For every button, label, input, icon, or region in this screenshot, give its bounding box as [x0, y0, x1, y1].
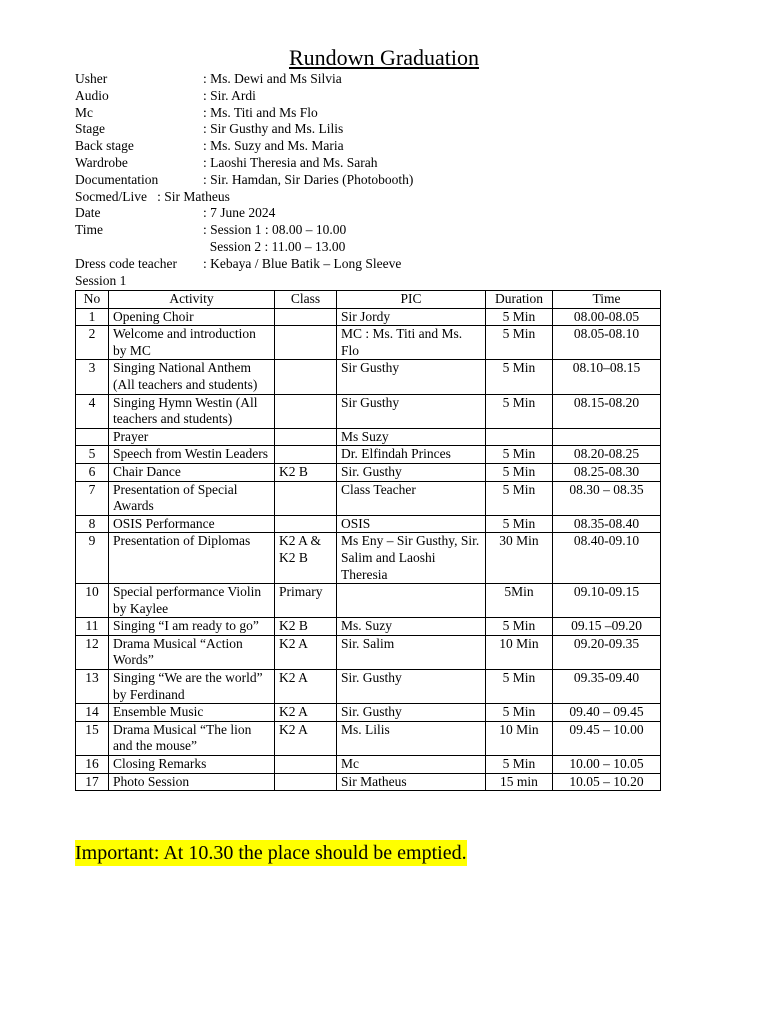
row-activity: Drama Musical “The lion and the mouse” — [109, 721, 275, 755]
row-pic: MC : Ms. Titi and Ms. Flo — [337, 326, 486, 360]
row-duration: 5 Min — [486, 394, 553, 428]
info-block — [75, 71, 413, 273]
table-row — [76, 360, 661, 394]
row-time: 09.15 –09.20 — [553, 618, 661, 636]
row-class — [275, 308, 337, 326]
info-label: Documentation — [75, 171, 159, 187]
row-class: K2 A — [275, 670, 337, 704]
row-class: Primary — [275, 584, 337, 618]
row-no: 16 — [76, 756, 109, 774]
info-row-usher — [75, 71, 413, 88]
table-row — [76, 515, 661, 533]
row-time: 09.45 – 10.00 — [553, 721, 661, 755]
row-activity: Singing “I am ready to go” — [109, 618, 275, 636]
row-activity: Presentation of Diplomas — [109, 533, 275, 584]
rundown-table — [75, 290, 661, 791]
row-class — [275, 360, 337, 394]
info-label: Back stage — [75, 138, 134, 154]
table-row — [76, 533, 661, 584]
table-row — [76, 463, 661, 481]
row-time: 08.20-08.25 — [553, 446, 661, 464]
row-no — [76, 428, 109, 446]
info-label: Date — [75, 205, 101, 221]
info-value: : Ms. Dewi and Ms Silvia — [203, 71, 342, 86]
row-pic: Class Teacher — [337, 481, 486, 515]
header-pic: PIC — [337, 291, 486, 309]
row-duration: 5 Min — [486, 360, 553, 394]
info-label: Time — [75, 222, 104, 238]
info-row-socmed — [75, 189, 413, 206]
row-time: 08.40-09.10 — [553, 533, 661, 584]
table-row — [76, 721, 661, 755]
row-class: K2 A & K2 B — [275, 533, 337, 584]
row-time: 08.00-08.05 — [553, 308, 661, 326]
table-row — [76, 428, 661, 446]
row-pic: Sir. Gusthy — [337, 463, 486, 481]
row-no: 1 — [76, 308, 109, 326]
info-value: : Ms. Titi and Ms Flo — [203, 104, 318, 120]
row-no: 3 — [76, 360, 109, 394]
row-pic: Sir Gusthy — [337, 360, 486, 394]
row-duration: 10 Min — [486, 635, 553, 669]
info-label — [75, 239, 203, 256]
row-duration: 5 Min — [486, 446, 553, 464]
info-row-time — [75, 222, 413, 239]
row-class: K2 A — [275, 721, 337, 755]
row-pic: Sir. Salim — [337, 635, 486, 669]
row-class — [275, 756, 337, 774]
row-no: 15 — [76, 721, 109, 755]
info-value: : Session 1 : 08.00 – 10.00 — [203, 222, 347, 238]
row-activity: Photo Session — [109, 773, 275, 791]
row-pic: Sir Matheus — [337, 773, 486, 791]
row-activity: Drama Musical “Action Words” — [109, 635, 275, 669]
row-duration: 10 Min — [486, 721, 553, 755]
table-row — [76, 635, 661, 669]
row-no: 13 — [76, 670, 109, 704]
row-activity: Singing Hymn Westin (All teachers and students) — [109, 394, 275, 428]
row-activity: Presentation of Special Awards — [109, 481, 275, 515]
row-time: 08.05-08.10 — [553, 326, 661, 360]
table-row — [76, 394, 661, 428]
row-duration: 5Min — [486, 584, 553, 618]
header-duration: Duration — [486, 291, 553, 309]
row-class — [275, 515, 337, 533]
info-label: Mc — [75, 104, 93, 120]
row-no: 2 — [76, 326, 109, 360]
row-duration — [486, 428, 553, 446]
row-pic: Ms Suzy — [337, 428, 486, 446]
info-row-mc — [75, 105, 413, 122]
table-row — [76, 446, 661, 464]
row-pic: Ms. Lilis — [337, 721, 486, 755]
row-time: 08.10–08.15 — [553, 360, 661, 394]
row-time — [553, 428, 661, 446]
info-label: Usher — [75, 71, 108, 86]
row-no: 11 — [76, 618, 109, 636]
row-time: 09.20-09.35 — [553, 635, 661, 669]
row-pic: Ms Eny – Sir Gusthy, Sir. Salim and Laoshi Theresia — [337, 533, 486, 584]
row-no: 4 — [76, 394, 109, 428]
row-activity: OSIS Performance — [109, 515, 275, 533]
socmed-line: Socmed/Live : Sir Matheus — [75, 188, 230, 204]
row-pic: Sir Jordy — [337, 308, 486, 326]
info-value: : Sir Gusthy and Ms. Lilis — [203, 121, 344, 137]
info-label: Audio — [75, 87, 109, 103]
row-class: K2 A — [275, 635, 337, 669]
row-no: 7 — [76, 481, 109, 515]
info-row-dresscode — [75, 256, 413, 273]
row-no: 17 — [76, 773, 109, 791]
info-row-time-session2 — [75, 239, 413, 256]
row-duration: 5 Min — [486, 704, 553, 722]
row-no: 8 — [76, 515, 109, 533]
row-activity: Chair Dance — [109, 463, 275, 481]
table-row — [76, 584, 661, 618]
row-no: 6 — [76, 463, 109, 481]
row-time: 10.00 – 10.05 — [553, 756, 661, 774]
row-class: K2 A — [275, 704, 337, 722]
header-activity: Activity — [109, 291, 275, 309]
row-duration: 5 Min — [486, 618, 553, 636]
row-activity: Ensemble Music — [109, 704, 275, 722]
row-activity: Speech from Westin Leaders — [109, 446, 275, 464]
row-duration: 5 Min — [486, 463, 553, 481]
row-duration: 5 Min — [486, 481, 553, 515]
info-label: Dress code teacher — [75, 255, 177, 271]
row-class: K2 B — [275, 463, 337, 481]
row-activity: Prayer — [109, 428, 275, 446]
row-pic: Sir. Gusthy — [337, 704, 486, 722]
row-pic: Dr. Elfindah Princes — [337, 446, 486, 464]
row-activity: Special performance Violin by Kaylee — [109, 584, 275, 618]
info-row-date — [75, 205, 413, 222]
table-row — [76, 481, 661, 515]
info-value: : Laoshi Theresia and Ms. Sarah — [203, 154, 378, 170]
info-value: : Kebaya / Blue Batik – Long Sleeve — [203, 255, 402, 271]
header-no: No — [76, 291, 109, 309]
row-time: 09.40 – 09.45 — [553, 704, 661, 722]
row-class — [275, 773, 337, 791]
row-activity: Singing National Anthem (All teachers and students) — [109, 360, 275, 394]
row-time: 08.35-08.40 — [553, 515, 661, 533]
row-no: 10 — [76, 584, 109, 618]
row-time: 09.10-09.15 — [553, 584, 661, 618]
row-no: 12 — [76, 635, 109, 669]
table-row — [76, 773, 661, 791]
row-class — [275, 446, 337, 464]
row-time: 08.25-08.30 — [553, 463, 661, 481]
header-class: Class — [275, 291, 337, 309]
row-time: 09.35-09.40 — [553, 670, 661, 704]
header-time: Time — [553, 291, 661, 309]
table-row — [76, 704, 661, 722]
row-no: 5 — [76, 446, 109, 464]
info-value: : Sir. Ardi — [203, 87, 256, 103]
row-duration: 5 Min — [486, 515, 553, 533]
row-pic: Sir Gusthy — [337, 394, 486, 428]
info-value: Session 2 : 11.00 – 13.00 — [203, 238, 346, 254]
row-pic: Ms. Suzy — [337, 618, 486, 636]
row-class: K2 B — [275, 618, 337, 636]
info-row-wardrobe — [75, 155, 413, 172]
info-value: : 7 June 2024 — [203, 205, 276, 221]
row-duration: 5 Min — [486, 308, 553, 326]
row-pic: Mc — [337, 756, 486, 774]
row-time: 10.05 – 10.20 — [553, 773, 661, 791]
row-duration: 5 Min — [486, 756, 553, 774]
row-duration: 15 min — [486, 773, 553, 791]
info-label: Wardrobe — [75, 154, 128, 170]
page-title: Rundown Graduation — [288, 45, 480, 70]
info-row-backstage — [75, 138, 413, 155]
row-duration: 5 Min — [486, 326, 553, 360]
table-row — [76, 756, 661, 774]
info-value: : Ms. Suzy and Ms. Maria — [203, 138, 344, 154]
row-activity: Singing “We are the world” by Ferdinand — [109, 670, 275, 704]
table-row — [76, 618, 661, 636]
row-class — [275, 481, 337, 515]
info-value: : Sir. Hamdan, Sir Daries (Photobooth) — [203, 171, 414, 187]
row-activity: Welcome and introduction by MC — [109, 326, 275, 360]
info-row-audio — [75, 88, 413, 105]
row-time: 08.15-08.20 — [553, 394, 661, 428]
row-duration: 5 Min — [486, 670, 553, 704]
info-row-stage — [75, 121, 413, 138]
table-row — [76, 308, 661, 326]
row-pic: OSIS — [337, 515, 486, 533]
session-label: Session 1 — [75, 273, 127, 288]
row-no: 9 — [76, 533, 109, 584]
row-duration: 30 Min — [486, 533, 553, 584]
row-pic — [337, 584, 486, 618]
info-row-documentation — [75, 172, 413, 189]
row-activity: Closing Remarks — [109, 756, 275, 774]
row-time: 08.30 – 08.35 — [553, 481, 661, 515]
row-no: 14 — [76, 704, 109, 722]
table-header-row — [76, 291, 661, 309]
important-note: Important: At 10.30 the place should be emptied. — [75, 842, 467, 864]
row-pic: Sir. Gusthy — [337, 670, 486, 704]
row-class — [275, 326, 337, 360]
info-label: Stage — [75, 121, 105, 137]
table-row — [76, 326, 661, 360]
row-class — [275, 428, 337, 446]
row-class — [275, 394, 337, 428]
table-row — [76, 670, 661, 704]
row-activity: Opening Choir — [109, 308, 275, 326]
